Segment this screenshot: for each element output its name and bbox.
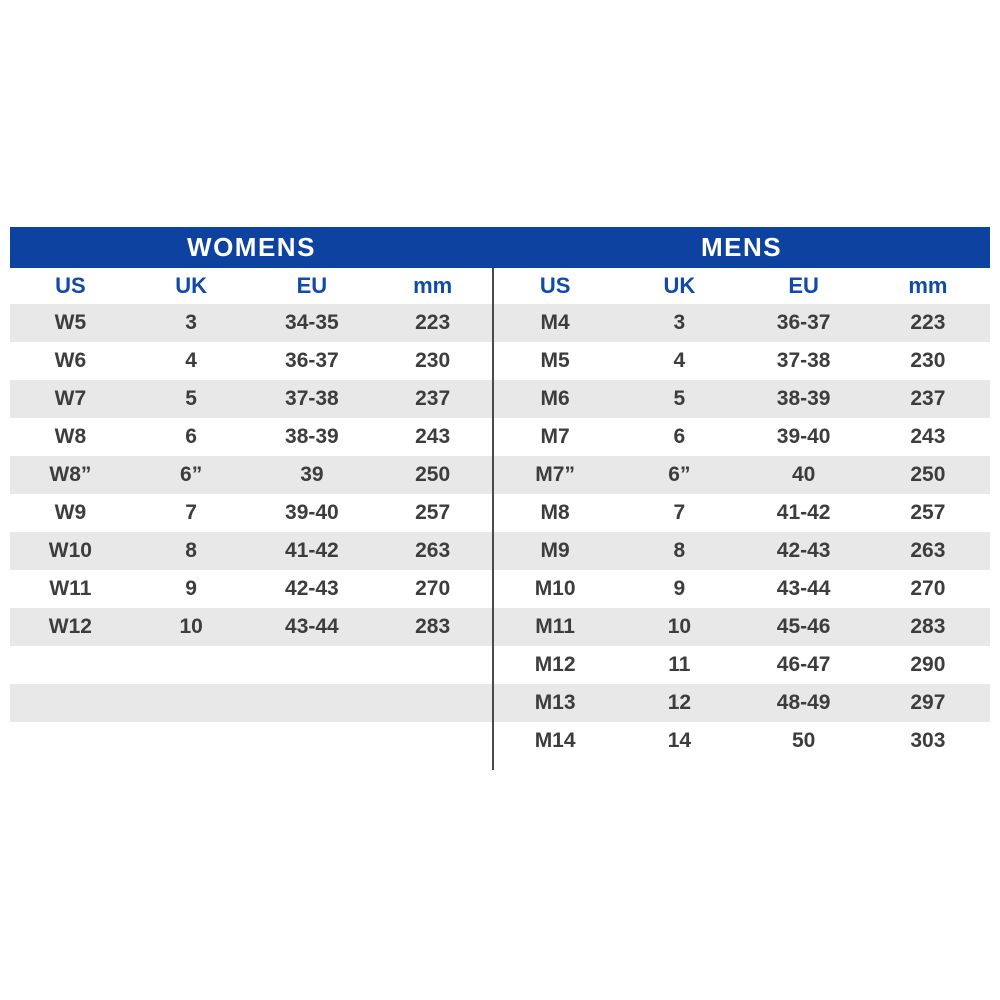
cell-uk: 9: [673, 577, 686, 600]
cell-eu: 43-44: [285, 615, 339, 638]
cell-us: W10: [48, 539, 92, 562]
cell-uk: 11: [668, 653, 691, 676]
table-row: [493, 304, 990, 342]
cell-us: M9: [540, 539, 570, 562]
table-row: [10, 494, 493, 532]
table-row: [10, 304, 493, 342]
cell-uk: 8: [673, 539, 686, 562]
cell-mm: 270: [910, 577, 946, 600]
table-divider: [492, 268, 494, 770]
cell-uk: 6: [185, 425, 197, 448]
cell-eu: 40: [791, 463, 816, 486]
cell-uk: 6”: [668, 463, 691, 486]
table-row: [493, 380, 990, 418]
cell-mm: 263: [910, 539, 946, 562]
column-header-row: [10, 268, 493, 304]
cell-eu: 42-43: [776, 539, 831, 562]
cell-us: M7”: [535, 463, 575, 486]
table-row: [10, 456, 493, 494]
cell-eu: 39: [300, 463, 324, 486]
cell-uk: 6”: [180, 463, 203, 486]
cell-eu: 36-37: [285, 349, 339, 372]
womens-section-title: WOMENS: [187, 232, 316, 262]
column-header-row: [493, 268, 990, 304]
mens-table: [493, 268, 990, 770]
table-row: [493, 532, 990, 570]
table-row: [493, 684, 990, 722]
cell-eu: 37-38: [285, 387, 339, 410]
cell-mm: 283: [415, 615, 451, 638]
cell-uk: 3: [673, 311, 686, 334]
chart-header-bar: [10, 227, 990, 268]
cell-mm: 270: [415, 577, 451, 600]
column-header-uk: UK: [175, 273, 208, 298]
cell-us: M5: [540, 349, 570, 372]
cell-uk: 5: [673, 387, 686, 410]
cell-us: M12: [534, 653, 576, 676]
cell-eu: 38-39: [285, 425, 339, 448]
cell-mm: 230: [415, 349, 451, 372]
table-row: [493, 722, 990, 760]
cell-mm: 250: [415, 463, 451, 486]
cell-eu: 50: [791, 729, 816, 752]
column-header-eu: EU: [788, 273, 819, 298]
column-header-us: US: [55, 273, 86, 298]
cell-us: M6: [540, 387, 570, 410]
cell-mm: 297: [910, 691, 946, 714]
table-row: [10, 342, 493, 380]
table-row: [10, 722, 493, 760]
cell-us: W8”: [49, 463, 92, 486]
cell-eu: 42-43: [285, 577, 339, 600]
cell-us: M8: [540, 501, 570, 524]
mens-section-title: MENS: [700, 232, 783, 262]
cell-mm: 243: [415, 425, 451, 448]
cell-eu: 45-46: [776, 615, 831, 638]
table-row: [493, 456, 990, 494]
table-row: [10, 418, 493, 456]
cell-us: M7: [540, 425, 570, 448]
tables-body: [10, 268, 990, 770]
cell-eu: 37-38: [776, 349, 831, 372]
womens-table: [10, 268, 493, 770]
column-header-eu: EU: [296, 273, 328, 298]
cell-us: W12: [48, 615, 92, 638]
table-row: [493, 342, 990, 380]
cell-eu: 46-47: [776, 653, 831, 676]
cell-eu: 39-40: [776, 425, 831, 448]
cell-uk: 8: [185, 539, 197, 562]
table-row: [10, 608, 493, 646]
column-header-mm: mm: [413, 273, 453, 298]
size-chart-container: [10, 227, 990, 770]
cell-us: M4: [540, 311, 570, 334]
cell-mm: 257: [415, 501, 451, 524]
cell-uk: 4: [185, 349, 197, 372]
column-header-us: US: [539, 273, 571, 298]
table-row: [10, 570, 493, 608]
table-row: [10, 380, 493, 418]
cell-us: W5: [54, 311, 87, 334]
cell-uk: 10: [179, 615, 203, 638]
table-row: [10, 684, 493, 722]
cell-mm: 290: [910, 653, 946, 676]
table-row: [493, 494, 990, 532]
cell-uk: 12: [667, 691, 692, 714]
table-row: [10, 532, 493, 570]
cell-eu: 43-44: [776, 577, 831, 600]
cell-mm: 237: [910, 387, 946, 410]
cell-mm: 237: [415, 387, 451, 410]
cell-uk: 10: [667, 615, 692, 638]
cell-us: W6: [54, 349, 87, 372]
cell-us: W9: [54, 501, 87, 524]
table-row: [493, 608, 990, 646]
cell-mm: 257: [910, 501, 946, 524]
table-row: [493, 646, 990, 684]
cell-us: M14: [534, 729, 576, 752]
cell-mm: 230: [910, 349, 946, 372]
cell-mm: 250: [910, 463, 946, 486]
cell-eu: 36-37: [776, 311, 831, 334]
column-header-uk: UK: [663, 273, 696, 298]
cell-eu: 38-39: [776, 387, 831, 410]
cell-mm: 283: [910, 615, 946, 638]
cell-us: W11: [49, 577, 92, 600]
cell-mm: 223: [910, 311, 946, 334]
cell-uk: 3: [185, 311, 197, 334]
cell-us: M10: [534, 577, 576, 600]
cell-uk: 6: [673, 425, 686, 448]
cell-mm: 303: [910, 729, 946, 752]
cell-uk: 7: [673, 501, 686, 524]
cell-us: W7: [54, 387, 87, 410]
table-row: [493, 418, 990, 456]
cell-us: W8: [54, 425, 87, 448]
cell-eu: 48-49: [776, 691, 831, 714]
cell-mm: 223: [415, 311, 451, 334]
cell-us: M13: [534, 691, 576, 714]
cell-uk: 9: [185, 577, 197, 600]
cell-uk: 5: [185, 387, 197, 410]
cell-uk: 7: [185, 501, 197, 524]
column-header-mm: mm: [908, 273, 948, 298]
cell-us: M11: [535, 615, 575, 638]
table-row: [493, 570, 990, 608]
table-row: [10, 646, 493, 684]
cell-eu: 41-42: [285, 539, 339, 562]
cell-mm: 263: [415, 539, 451, 562]
cell-eu: 34-35: [285, 311, 339, 334]
cell-uk: 14: [667, 729, 692, 752]
cell-mm: 243: [910, 425, 946, 448]
cell-eu: 39-40: [285, 501, 339, 524]
cell-eu: 41-42: [776, 501, 831, 524]
cell-uk: 4: [673, 349, 686, 372]
